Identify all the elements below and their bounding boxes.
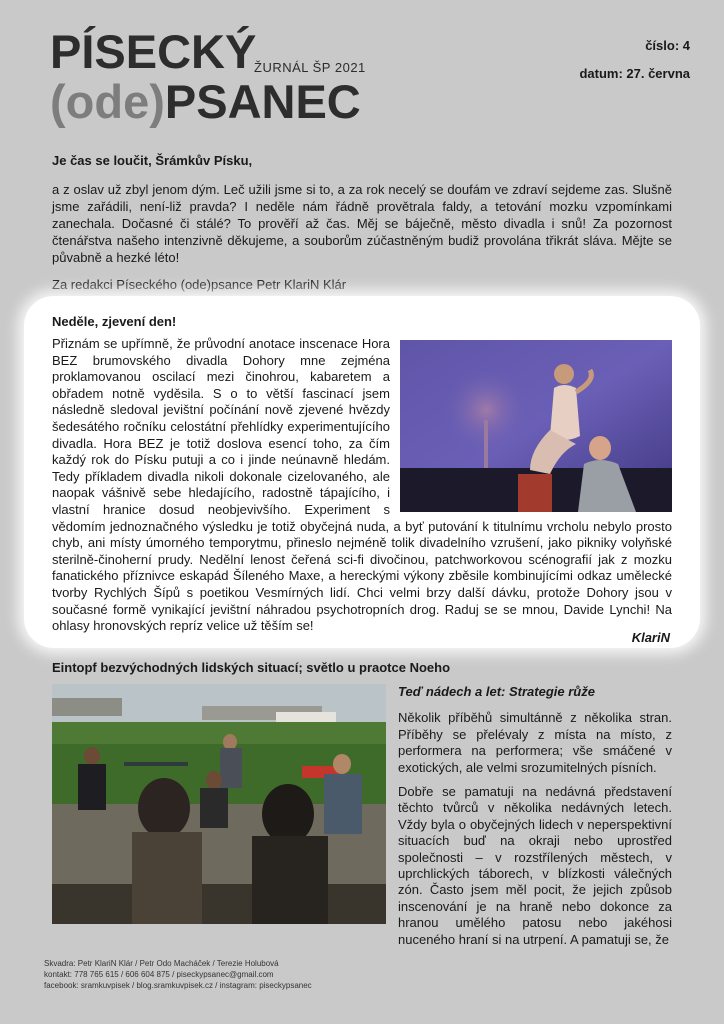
intro-section <box>52 152 672 303</box>
theatre-photo <box>400 340 672 512</box>
footer <box>44 958 312 991</box>
article2-paragraph-1: Několik příběhů simultánně z několika stran. Příběhy se přelévaly z místa na místo, z performera na performera; vše smáčené v exotických, ale velmi srozumitelných písních. <box>398 710 672 775</box>
masthead <box>50 26 370 130</box>
article-card <box>24 296 700 648</box>
article2-paragraph-2: Dobře se pamatuji na nedávná představení těchto tvůrců v několika nedávných letech. Vždy byla o obyčejných lidech v neperspektivní situacích buď na okraji nebo uprostřed společnosti – v rozstřílených městech, v uprchlických táborech, v blízkosti válečných zón. Často jsem měl pocit, že jejich způsob inscenování je na hraně nebo dokonce za hranou umělého patosu nebo jakéhosi nuceného hraní si na utrpení. A pamatuji se, že <box>398 784 672 947</box>
intro-body: a z oslav už zbyl jenom dým. Leč užili jsme si to, a za rok necelý se doufám ve zdraví sejdeme zas. Slušně jsme zařádili, není-liž pravda? I neděle nám řádně provětrala faldy, a tetování mozku vzpomínkami zanechala. Dočasné či stálé? To prověří až čas. Měj se báječně, město divadla i snů! Za pozornost čtenářstva našeho intenzivně děkujeme, a souborům zúčastněným budiž provolána třikrát sláva. Mějte se půvabně a hezké léto! <box>52 182 672 265</box>
article1-signature: KlariN <box>631 630 670 645</box>
article1-body: Přiznám se upřímně, že průvodní anotace inscenace Hora BEZ brumovského divadla Dohory mne zejména proklamovanou oscilací mezi činohrou, kabaretem a obřadem notně vyděsila. S o to větší fascinací jsem následně sledoval jevištní počínání nově zjevené hvězdy šedesátého ročníku celostátní přehlídky experimentujícího divadla. Hora BEZ je totiž doslova esencí toho, za čím každý rok do Písku putuji a co i jinde neúnavně hledám. Tedy příkladem divadla nikoli dokonale cizelovaného, ale naopak vášnivě sebe hledajícího, radostně tápajícího, i vlastní hranice dosud neobjevivšího. Experiment s vědomím jednoznačného výsledku je totiž obyčejná nuda, a byť putování k titulnímu vrcholu nebylo prosto chyb, ani místy úmorného temporytmu, přineslo nejméně tolik divadelního vzrušení, jako pikniky volyňské sterilně-činoherní prudy. Nedělní lenost čeřená sci-fi divočinou, patchworkovou scénografií jak z mozku fanatického příznivce eskapád Šíleného Maxe, a hereckými výkony zběsile kombinujícími odkaz umělecké tvorby Rychlých Šípů s poetikou Vesmírných lidí. Chci velmi brzy další dávku, protože Dohory jsou v současné formě vynikající jevištní náhradou psychotropních drog. Raduj se se mnou, Davide Lynchi! Na ohlasy hronovských repríz velice už těším se! <box>52 336 672 634</box>
article1-heading: Neděle, zjevení den! <box>52 314 177 329</box>
footer-credits: Skvadra: Petr KlariN Klár / Petr Odo Macháček / Terezie Holubová <box>44 959 279 968</box>
article2-column <box>398 684 672 956</box>
article2-subheading: Teď nádech a let: Strategie růže <box>398 684 595 699</box>
masthead-ode: (ode) <box>50 75 165 128</box>
masthead-subtitle: ŽURNÁL ŠP 2021 <box>254 60 366 75</box>
footer-social: facebook: sramkuvpisek / blog.sramkuvpisek.cz / instagram: piseckypsanec <box>44 981 312 990</box>
outdoor-performance-photo <box>52 684 386 924</box>
intro-signature: Za redakci Píseckého (ode)psance Petr KlariN Klár <box>52 277 347 292</box>
article1-text <box>52 336 672 635</box>
intro-heading: Je čas se loučit, Šrámkův Písku, <box>52 153 253 168</box>
footer-contact: kontakt: 778 765 615 / 606 604 875 / piseckypsanec@gmail.com <box>44 970 274 979</box>
masthead-title-line1: PÍSECKÝ <box>50 25 257 78</box>
masthead-psanec: PSANEC <box>164 75 361 128</box>
issue-date: datum: 27. června <box>579 66 690 81</box>
issue-number: číslo: 4 <box>645 38 690 53</box>
masthead-title-line2 <box>50 76 361 128</box>
article2-heading: Eintopf bezvýchodných lidských situací; světlo u praotce Noeho <box>52 660 451 675</box>
